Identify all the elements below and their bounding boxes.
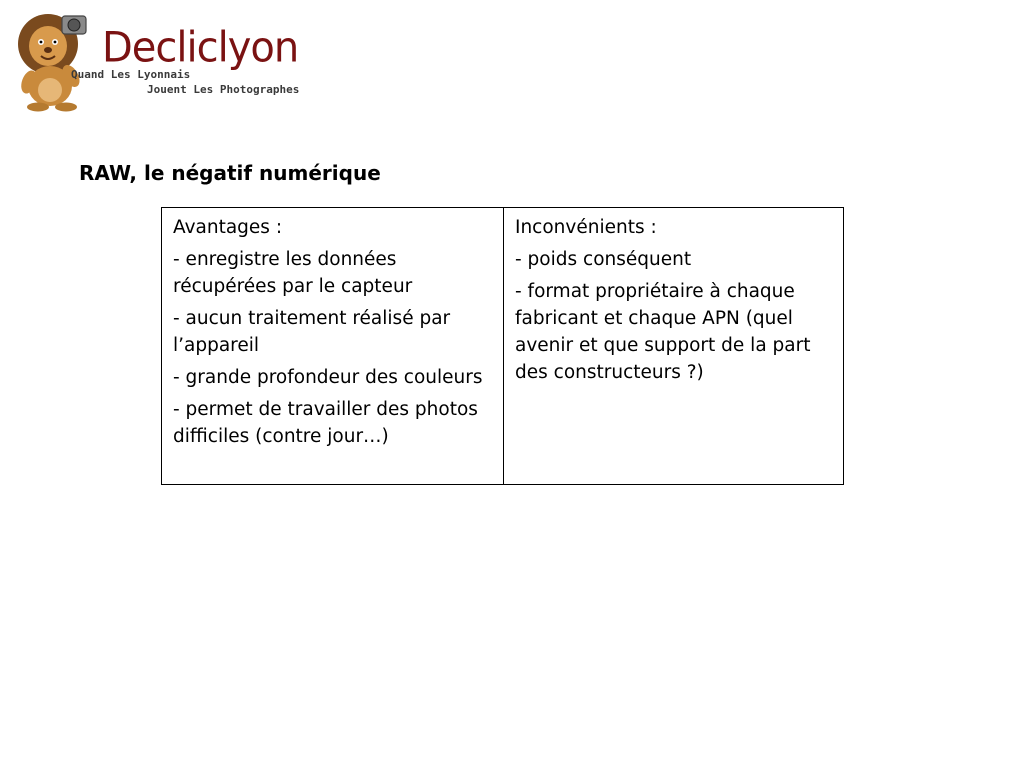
page-title: RAW, le négatif numérique: [79, 161, 381, 185]
advantage-item: - grande profondeur des couleurs: [173, 367, 483, 388]
disadvantage-item: - poids conséquent: [515, 249, 692, 270]
logo-wordmark: [102, 25, 298, 71]
disadvantages-header: Inconvénients :: [515, 217, 657, 238]
lion-mascot-icon: [10, 10, 100, 112]
logo-tagline-line1: Quand Les Lyonnais: [71, 68, 191, 81]
disadvantages-column: [504, 208, 842, 484]
advantage-item: - enregistre les données récupérées par le capteur: [173, 249, 413, 297]
advantage-item: - permet de travailler des photos difficiles (contre jour…): [173, 399, 478, 447]
pros-cons-table: [161, 207, 844, 485]
logo-tagline-line2: Jouent Les Photographes: [147, 83, 300, 96]
advantages-header: Avantages :: [173, 217, 283, 238]
declic-lyon-logo: [10, 10, 330, 112]
logo-wordmark-suffix: iclyon: [186, 23, 299, 73]
disadvantage-item: - format propriétaire à chaque fabricant et chaque APN (quel avenir et que support de la part des constructeurs ?): [515, 281, 811, 383]
advantages-column: [162, 208, 504, 484]
advantage-item: - aucun traitement réalisé par l’appareil: [173, 308, 451, 356]
logo-wordmark-prefix: Decl: [102, 23, 187, 73]
